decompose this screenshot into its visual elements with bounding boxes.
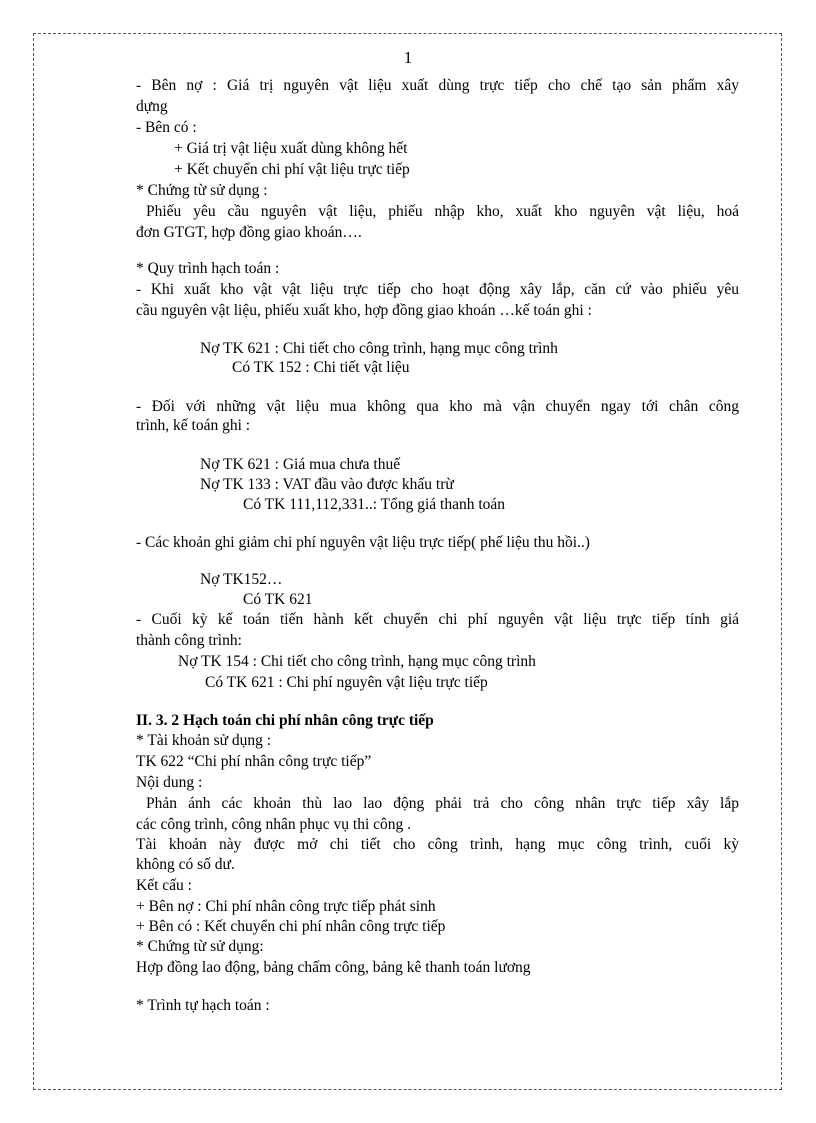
journal-entry: Nợ TK 621 : Chi tiết cho công trình, hạng mục công trình: [200, 340, 558, 357]
text-line: + Bên nợ : Chi phí nhân công trực tiếp phát sinh: [136, 898, 436, 915]
text-line: + Bên có : Kết chuyển chi phí nhân công trực tiếp: [136, 918, 446, 935]
text-line: - Bên nợ : Giá trị nguyên vật liệu xuất dùng trực tiếp cho chế tạo sản phẩm xây: [136, 77, 739, 94]
page-number: 1: [403, 48, 413, 67]
text-line: dựng: [136, 98, 168, 115]
text-line: - Khi xuất kho vật vật liệu trực tiếp cho hoạt động xây lắp, căn cứ vào phiếu yêu: [136, 281, 739, 298]
journal-entry: Nợ TK152…: [200, 571, 283, 588]
text-line: Phản ánh các khoản thù lao lao động phải trả cho công nhân trực tiếp xây lắp: [146, 795, 739, 812]
text-line: - Bên có :: [136, 119, 197, 136]
text-line: + Giá trị vật liệu xuất dùng không hết: [174, 140, 408, 157]
text-line: cầu nguyên vật liệu, phiếu xuất kho, hợp đồng giao khoán …kế toán ghi :: [136, 302, 592, 319]
text-line: đơn GTGT, hợp đồng giao khoán….: [136, 224, 362, 241]
journal-entry: Có TK 111,112,331..: Tổng giá thanh toán: [243, 496, 506, 513]
text-line: trình, kế toán ghi :: [136, 417, 251, 434]
text-line: - Đối với những vật liệu mua không qua kho mà vận chuyển ngay tới chân công: [136, 398, 739, 415]
text-line: Nội dung :: [136, 774, 203, 791]
journal-entry: Nợ TK 133 : VAT đầu vào được khấu trừ: [200, 476, 454, 493]
text-line: * Chứng từ sử dụng :: [136, 182, 268, 199]
text-line: Phiếu yêu cầu nguyên vật liệu, phiếu nhập kho, xuất kho nguyên vật liệu, hoá: [146, 203, 739, 220]
text-line: không có số dư.: [136, 856, 235, 873]
text-line: * Quy trình hạch toán :: [136, 260, 280, 277]
text-line: Kết cấu :: [136, 877, 192, 894]
journal-entry: Có TK 621: [243, 591, 313, 608]
text-line: * Trình tự hạch toán :: [136, 997, 270, 1014]
text-line: TK 622 “Chi phí nhân công trực tiếp”: [136, 753, 372, 770]
journal-entry: Nợ TK 154 : Chi tiết cho công trình, hạng mục công trình: [178, 653, 536, 670]
text-line: Tài khoản này được mở chi tiết cho công trình, hạng mục công trình, cuối kỳ: [136, 836, 739, 853]
text-line: - Các khoản ghi giảm chi phí nguyên vật liệu trực tiếp( phế liệu thu hồi..): [136, 534, 590, 551]
text-line: các công trình, công nhân phục vụ thi công .: [136, 816, 412, 833]
section-heading: II. 3. 2 Hạch toán chi phí nhân công trực tiếp: [136, 712, 434, 729]
text-line: - Cuối kỳ kế toán tiến hành kết chuyển chi phí nguyên vật liệu trực tiếp tính giá: [136, 611, 739, 628]
journal-entry: Có TK 152 : Chi tiết vật liệu: [232, 359, 410, 376]
journal-entry: Nợ TK 621 : Giá mua chưa thuế: [200, 456, 401, 473]
text-line: Hợp đồng lao động, bảng chấm công, bảng kê thanh toán lương: [136, 959, 531, 976]
text-line: + Kết chuyển chi phí vật liệu trực tiếp: [174, 161, 410, 178]
journal-entry: Có TK 621 : Chi phí nguyên vật liệu trực tiếp: [205, 674, 488, 691]
text-line: thành công trình:: [136, 632, 242, 649]
text-line: * Chứng từ sử dụng:: [136, 938, 264, 955]
text-line: * Tài khoản sử dụng :: [136, 732, 272, 749]
